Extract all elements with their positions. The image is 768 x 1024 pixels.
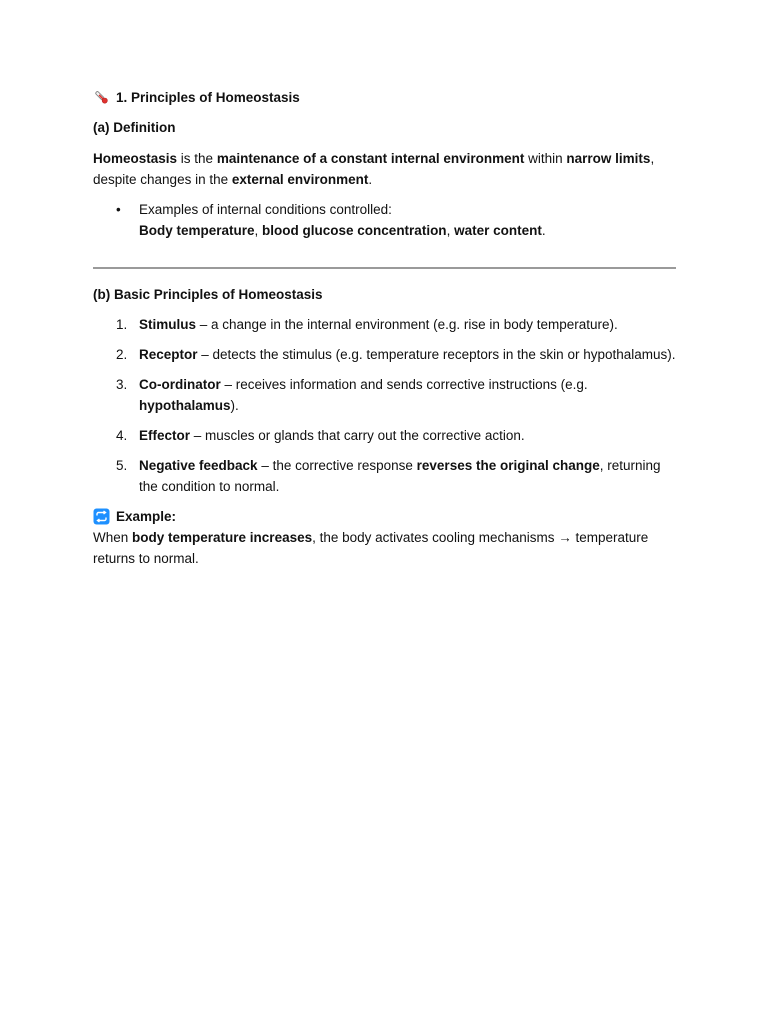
horizontal-divider bbox=[93, 267, 676, 269]
text-run: – detects the stimulus (e.g. temperature receptors in the skin or hypothalamus). bbox=[197, 347, 676, 362]
term-constant-environment: maintenance of a constant internal environment bbox=[216, 151, 525, 166]
list-number: 5. bbox=[116, 458, 128, 473]
list-number: 1. bbox=[116, 317, 128, 332]
term-water-content: water content bbox=[454, 223, 542, 238]
text-run: , bbox=[446, 223, 455, 238]
text-run: . bbox=[541, 223, 546, 238]
term-negative-feedback: Negative feedback bbox=[139, 458, 258, 473]
term-body-temperature: Body temperature bbox=[139, 223, 255, 238]
text-run: – receives information and sends corrective instructions (e.g. bbox=[220, 377, 588, 392]
term-coordinator: Co-ordinator bbox=[139, 377, 221, 392]
term-receptor: Receptor bbox=[139, 347, 198, 362]
term-stimulus: Stimulus bbox=[139, 317, 197, 332]
thermometer-icon bbox=[93, 89, 110, 106]
examples-list bbox=[93, 199, 676, 241]
term-external-environment: external environment bbox=[231, 172, 369, 187]
bullet-line-1: Examples of internal conditions controlled: bbox=[139, 202, 392, 217]
repeat-icon bbox=[93, 508, 110, 525]
list-item bbox=[93, 425, 676, 446]
term-narrow-limits: narrow limits bbox=[566, 151, 651, 166]
list-item bbox=[93, 344, 676, 365]
document-content bbox=[93, 87, 676, 569]
text-run: is the bbox=[177, 151, 217, 166]
term-hypothalamus: hypothalamus bbox=[139, 398, 231, 413]
list-item bbox=[93, 455, 676, 497]
bullet-marker: • bbox=[116, 202, 121, 217]
definition-paragraph bbox=[93, 148, 676, 190]
text-run: , bbox=[254, 223, 263, 238]
example-paragraph bbox=[93, 527, 676, 569]
term-blood-glucose: blood glucose concentration bbox=[262, 223, 447, 238]
text-run: , returning the condition to normal. bbox=[139, 458, 661, 494]
text-run: – a change in the internal environment (e.g. rise in body temperature). bbox=[196, 317, 618, 332]
text-run: within bbox=[524, 151, 567, 166]
term-reverses-change: reverses the original change bbox=[416, 458, 600, 473]
text-run: ). bbox=[230, 398, 239, 413]
text-run: , despite changes in the bbox=[93, 151, 655, 187]
example-heading-text: Example: bbox=[116, 509, 177, 524]
section-title bbox=[93, 87, 676, 108]
principles-list bbox=[93, 314, 676, 497]
list-item bbox=[93, 199, 676, 241]
text-run: – the corrective response bbox=[257, 458, 417, 473]
list-item bbox=[93, 374, 676, 416]
term-homeostasis: Homeostasis bbox=[93, 151, 178, 166]
section-title-text: 1. Principles of Homeostasis bbox=[116, 90, 300, 105]
principles-heading: (b) Basic Principles of Homeostasis bbox=[93, 287, 323, 302]
text-run: When bbox=[93, 530, 133, 545]
list-item bbox=[93, 314, 676, 335]
text-run: , the body activates cooling mechanisms → temperature returns to normal. bbox=[93, 530, 649, 566]
bullet-line-2 bbox=[139, 220, 676, 241]
term-effector: Effector bbox=[139, 428, 191, 443]
definition-heading: (a) Definition bbox=[93, 120, 176, 135]
list-number: 3. bbox=[116, 377, 128, 392]
text-run: – muscles or glands that carry out the corrective action. bbox=[190, 428, 525, 443]
term-body-temperature-increases: body temperature increases bbox=[132, 530, 313, 545]
text-run: . bbox=[368, 172, 373, 187]
example-heading bbox=[93, 506, 676, 527]
list-number: 2. bbox=[116, 347, 128, 362]
list-number: 4. bbox=[116, 428, 128, 443]
